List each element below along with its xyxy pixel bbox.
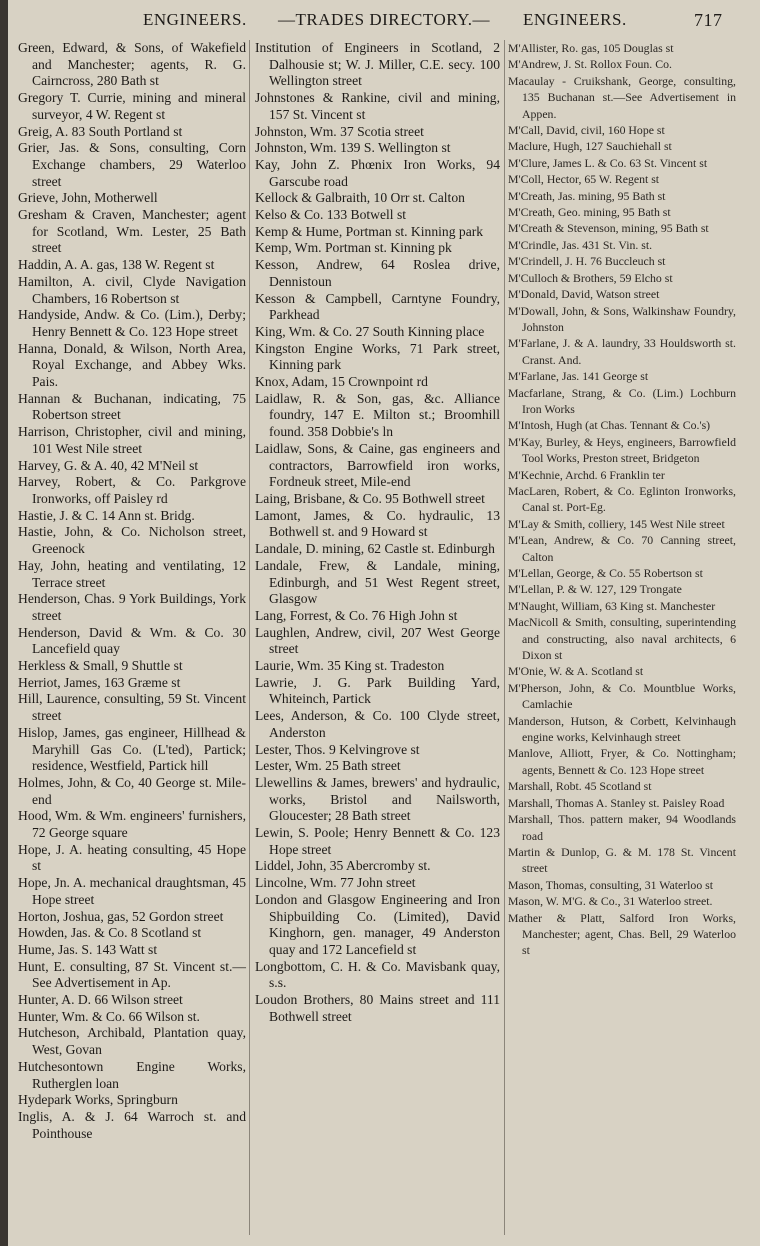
directory-entry: King, Wm. & Co. 27 South Kinning place [255, 323, 485, 339]
directory-entry: Kingston Engine Works, 71 Park street, Kinning park [255, 340, 500, 373]
directory-entry: Greig, A. 83 South Portland st [18, 123, 183, 139]
directory-entry: Mason, W. M'G. & Co., 31 Waterloo street. [508, 894, 713, 909]
directory-entry: MacLaren, Robert, & Co. Eglinton Ironworks, Canal st. Port-Eg. [508, 483, 736, 515]
directory-entry: M'Creath, Geo. mining, 95 Bath st [508, 205, 671, 220]
directory-entry: Hutchesontown Engine Works, Rutherglen loan [18, 1058, 246, 1091]
directory-entry: Manlove, Alliott, Fryer, & Co. Nottingham; agents, Bennett & Co. 123 Hope street [508, 746, 736, 777]
directory-entry: Holmes, John, & Co, 40 George st. Mile-end [18, 774, 246, 807]
header-right: ENGINEERS. [523, 10, 627, 29]
running-head [8, 10, 760, 38]
directory-entry: Hastie, J. & C. 14 Ann st. Bridg. [18, 507, 195, 523]
directory-entry: Johnston, Wm. 37 Scotia street [255, 123, 424, 139]
directory-entry: Henderson, Chas. 9 York Buildings, York street [18, 591, 246, 623]
directory-entry: M'Intosh, Hugh (at Chas. Tennant & Co.'s) [508, 418, 711, 433]
directory-entry: Lincolne, Wm. 77 John street [255, 875, 416, 891]
directory-entry: Institution of Engineers in Scotland, 2 Dalhousie st; W. J. Miller, C.E. secy. 100 Wellington street [255, 40, 500, 89]
directory-entry: M'Naught, William, 63 King st. Manchester [508, 598, 716, 613]
directory-entry: M'Andrew, J. St. Rollox Foun. Co. [508, 57, 672, 72]
page-number: 717 [694, 10, 723, 30]
directory-entry: M'Donald, David, Watson street [508, 287, 660, 302]
directory-entry: Hill, Laurence, consulting, 59 St. Vincent street [18, 691, 246, 724]
directory-entry: Lawrie, J. G. Park Building Yard, Whiteinch, Partick [255, 674, 500, 707]
directory-entry: M'Farlane, Jas. 141 George st [508, 369, 649, 384]
directory-entry: Gregory T. Currie, mining and mineral surveyor, 4 W. Regent st [18, 90, 246, 122]
directory-entry: M'Creath, Jas. mining, 95 Bath st [508, 188, 666, 203]
column-3 [508, 40, 736, 959]
column-2 [255, 40, 500, 1025]
directory-entry: M'Coll, Hector, 65 W. Regent st [508, 172, 660, 187]
directory-entry: Lang, Forrest, & Co. 76 High John st [255, 607, 458, 623]
directory-entry: Harvey, Robert, & Co. Parkgrove Ironworks, off Paisley rd [18, 474, 246, 506]
directory-entry: Handyside, Andw. & Co. (Lim.), Derby; Henry Bennett & Co. 123 Hope street [18, 307, 246, 339]
directory-page [8, 0, 760, 1246]
directory-entry: M'Culloch & Brothers, 59 Elcho st [508, 270, 673, 285]
directory-entry: London and Glasgow Engineering and Iron Shipbuilding Co. (Limited), David Kinghorn, gen. manager, 49 Anderston quay and 172 Lancefield st [255, 891, 500, 957]
directory-entry: M'Onie, W. & A. Scotland st [508, 664, 644, 679]
directory-entry: Hydepark Works, Springburn [18, 1092, 178, 1108]
directory-entry: M'Dowall, John, & Sons, Walkinshaw Foundry, Johnston [508, 303, 736, 334]
directory-entry: Landale, D. mining, 62 Castle st. Edinburgh [255, 541, 495, 557]
directory-entry: Grier, Jas. & Sons, consulting, Corn Exchange chambers, 29 Waterloo street [18, 140, 246, 189]
directory-entry: Hunter, A. D. 66 Wilson street [18, 992, 183, 1008]
directory-entry: M'Lay & Smith, colliery, 145 West Nile street [508, 516, 725, 531]
column-1 [18, 40, 246, 1142]
directory-entry: Laurie, Wm. 35 King st. Tradeston [255, 658, 445, 674]
directory-entry: Laidlaw, R. & Son, gas, &c. Alliance foundry, 147 E. Milton st.; Broomhill found. 358 Dobbie's ln [255, 390, 500, 440]
directory-entry: Johnstones & Rankine, civil and mining, 157 St. Vincent st [255, 90, 500, 122]
header-left: ENGINEERS. [143, 10, 247, 29]
directory-entry: Inglis, A. & J. 64 Warroch st. and Pointhouse [18, 1109, 246, 1141]
directory-entry: Kesson & Campbell, Carntyne Foundry, Parkhead [255, 290, 500, 323]
directory-entry: M'Creath & Stevenson, mining, 95 Bath st [508, 221, 709, 236]
directory-entry: Hood, Wm. & Wm. engineers' furnishers, 72 George square [18, 808, 246, 841]
directory-entry: Marshall, Thos. pattern maker, 94 Woodlands road [508, 812, 736, 843]
directory-entry: Llewellins & James, brewers' and hydraulic, works, Bristol and Nailsworth, Gloucester; 28 Bath street [255, 774, 500, 824]
directory-entry: Lamont, James, & Co. hydraulic, 13 Bothwell st. and 9 Howard st [255, 507, 500, 540]
directory-entry: Manderson, Hutson, & Corbett, Kelvinhaugh engine works, Kelvinhaugh street [508, 713, 736, 745]
directory-entry: Hunt, E. consulting, 87 St. Vincent st.—See Advertisement in Ap. [18, 958, 246, 991]
column-rule [249, 40, 250, 1235]
directory-entry: Laughlen, Andrew, civil, 207 West George street [255, 624, 500, 657]
directory-entry: M'Clure, James L. & Co. 63 St. Vincent st [508, 155, 708, 170]
directory-entry: Henderson, David & Wm. & Co. 30 Lancefield quay [18, 624, 246, 657]
directory-entry: Kesson, Andrew, 64 Roslea drive, Dennistoun [255, 257, 500, 289]
directory-entry: Macfarlane, Strang, & Co. (Lim.) Lochburn Iron Works [508, 385, 736, 416]
directory-entry: Howden, Jas. & Co. 8 Scotland st [18, 925, 202, 941]
directory-entry: MacNicoll & Smith, consulting, superintending and constructing, also naval architects, 6 Dixon st [508, 615, 736, 663]
directory-entry: Knox, Adam, 15 Crownpoint rd [255, 374, 428, 390]
directory-entry: M'Farlane, J. & A. laundry, 33 Houldsworth st. Cranst. And. [508, 336, 736, 367]
directory-entry: Kay, John Z. Phœnix Iron Works, 94 Garscube road [255, 156, 500, 189]
directory-entry: Hanna, Donald, & Wilson, North Area, Royal Exchange, and Abbey Wks. Pais. [18, 340, 246, 390]
directory-entry: Kemp, Wm. Portman st. Kinning pk [255, 240, 452, 256]
directory-entry: Lester, Thos. 9 Kelvingrove st [255, 741, 420, 757]
directory-entry: Maclure, Hugh, 127 Sauchiehall st [508, 139, 672, 154]
directory-entry: M'Call, David, civil, 160 Hope st [508, 123, 665, 138]
directory-entry: M'Crindell, J. H. 76 Buccleuch st [508, 254, 666, 269]
directory-entry: Laing, Brisbane, & Co. 95 Bothwell street [255, 490, 485, 506]
directory-entry: Haddin, A. A. gas, 138 W. Regent st [18, 257, 215, 273]
directory-entry: Lester, Wm. 25 Bath street [255, 758, 401, 774]
directory-entry: Kellock & Galbraith, 10 Orr st. Calton [255, 190, 465, 206]
directory-entry: Hunter, Wm. & Co. 66 Wilson st. [18, 1008, 200, 1024]
directory-entry: Longbottom, C. H. & Co. Mavisbank quay, s.s. [255, 958, 500, 991]
directory-entry: Landale, Frew, & Landale, mining, Edinburgh, and 51 West Regent street, Glasgow [255, 557, 500, 607]
directory-entry: Kemp & Hume, Portman st. Kinning park [255, 223, 484, 239]
directory-entry: Johnston, Wm. 139 S. Wellington st [255, 140, 451, 156]
directory-entry: M'Kechnie, Archd. 6 Franklin ter [508, 467, 665, 482]
directory-entry: Martin & Dunlop, G. & M. 178 St. Vincent street [508, 844, 736, 876]
directory-entry: Marshall, Robt. 45 Scotland st [508, 779, 652, 794]
column-rule [504, 40, 505, 1235]
directory-entry: Hope, Jn. A. mechanical draughtsman, 45 Hope street [18, 875, 246, 907]
directory-entry: Horton, Joshua, gas, 52 Gordon street [18, 908, 224, 924]
directory-entry: M'Lellan, George, & Co. 55 Robertson st [508, 566, 703, 580]
directory-entry: Liddel, John, 35 Abercromby st. [255, 858, 431, 874]
directory-entry: Hume, Jas. S. 143 Watt st [18, 941, 158, 957]
directory-entry: Hope, J. A. heating consulting, 45 Hope st [18, 841, 246, 874]
directory-entry: Lees, Anderson, & Co. 100 Clyde street, Anderston [255, 708, 500, 740]
directory-entry: Macaulay - Cruikshank, George, consulting, 135 Buchanan st.—See Advertisement in Appen. [508, 73, 736, 121]
directory-entry: Mason, Thomas, consulting, 31 Waterloo st [508, 877, 714, 892]
directory-entry: M'Pherson, John, & Co. Mountblue Works, Camlachie [508, 680, 736, 712]
directory-entry: Herriot, James, 163 Græme st [18, 674, 181, 690]
directory-entry: Grieve, John, Motherwell [18, 190, 158, 206]
directory-entry: Herkless & Small, 9 Shuttle st [18, 658, 183, 674]
directory-entry: Laidlaw, Sons, & Caine, gas engineers and contractors, Barrowfield iron works, Fordneuk street, Mile-end [255, 440, 500, 490]
directory-entry: Green, Edward, & Sons, of Wakefield and Manchester; agents, R. G. Cairncross, 280 Bath st [18, 40, 246, 89]
directory-entry: Lewin, S. Poole; Henry Bennett & Co. 123 Hope street [255, 825, 500, 857]
directory-entry: Harrison, Christopher, civil and mining, 101 West Nile street [18, 424, 246, 456]
directory-entry: Marshall, Thomas A. Stanley st. Paisley Road [508, 795, 725, 810]
directory-entry: M'Crindle, Jas. 431 St. Vin. st. [508, 237, 653, 252]
directory-entry: Hay, John, heating and ventilating, 12 Terrace street [18, 557, 246, 590]
directory-entry: Hannan & Buchanan, indicating, 75 Robertson street [18, 390, 246, 423]
directory-entry: M'Allister, Ro. gas, 105 Douglas st [508, 41, 674, 55]
directory-entry: Gresham & Craven, Manchester; agent for Scotland, Wm. Lester, 25 Bath street [18, 207, 246, 256]
directory-entry: M'Lellan, P. & W. 127, 129 Trongate [508, 582, 682, 597]
directory-entry: Mather & Platt, Salford Iron Works, Manchester; agent, Chas. Bell, 29 Waterloo st [508, 910, 736, 958]
directory-entry: Harvey, G. & A. 40, 42 M'Neil st [18, 457, 199, 473]
directory-entry: Hastie, John, & Co. Nicholson street, Greenock [18, 524, 246, 557]
directory-entry: M'Lean, Andrew, & Co. 70 Canning street, Calton [508, 533, 736, 564]
directory-entry: Kelso & Co. 133 Botwell st [255, 207, 407, 223]
directory-entry: Hamilton, A. civil, Clyde Navigation Chambers, 16 Robertson st [18, 273, 246, 306]
directory-entry: Hislop, James, gas engineer, Hillhead & Maryhill Gas Co. (L'ted), Partick; residence, Westfield, Partick hill [18, 724, 246, 774]
header-center: —TRADES DIRECTORY.— [278, 10, 490, 29]
directory-entry: M'Kay, Burley, & Heys, engineers, Barrowfield Tool Works, Preston street, Bridgeton [508, 434, 736, 466]
directory-entry: Hutcheson, Archibald, Plantation quay, West, Govan [18, 1025, 246, 1058]
directory-entry: Loudon Brothers, 80 Mains street and 111 Bothwell street [255, 992, 500, 1024]
